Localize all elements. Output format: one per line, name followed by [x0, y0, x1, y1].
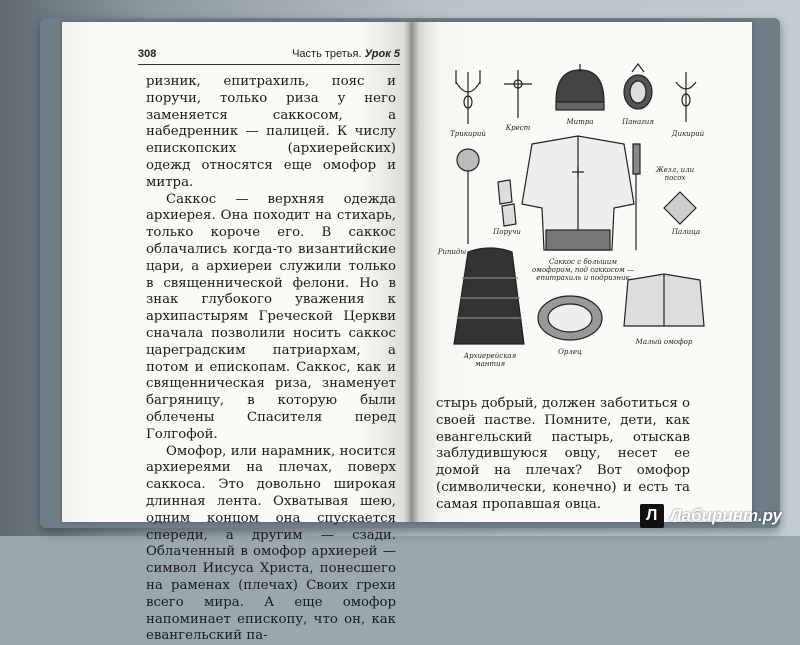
watermark-text: Лабиринт.ру	[669, 506, 782, 525]
page-number: 308	[138, 48, 157, 60]
caption-cross: Крест	[505, 124, 531, 132]
vestments-illustration	[428, 62, 728, 390]
trikiriy-icon	[456, 70, 480, 124]
orlets-icon	[538, 296, 602, 340]
caption-dikiriy: Дикирий	[671, 130, 705, 138]
caption-mitre: Митра	[566, 118, 594, 126]
ripidy-icon	[457, 149, 479, 244]
watermark	[640, 504, 782, 528]
palitsa-icon	[664, 192, 696, 224]
caption-palitsa: Палица	[671, 228, 701, 236]
caption-small-omophor: Малый омофор	[635, 338, 693, 346]
caption-poruchi: Поручи	[493, 228, 521, 236]
paragraph: Омофор, или нарамник, носится архиереями на плечах, поверх саккоса. Это довольно широкая длинная лента. Охватывая шею, одним концом она спускается спереди, а другим — сзади. Облаченный в омофор архиерей — символ Иисуса Христа, понесшего на раменах (плечах) Своих грехи всего мира. А еще омофор напоминает епископу, что он, как евангельский па-	[146, 443, 396, 644]
cross-icon	[504, 70, 532, 118]
right-page-text: стырь добрый, должен заботиться о своей пастве. Помните, дети, как евангельский пастырь, отыскав заблудившуюся овцу, несет ее домой на плечах? Вот омофор (символически, конечно) и есть та самая пропавшая овца.	[436, 396, 690, 512]
mantiya-icon	[454, 248, 524, 344]
lesson-title: Урок 5	[364, 48, 400, 60]
paragraph: ризник, епитрахиль, пояс и поручи, только риза у него заменяется саккосом, а набедренник — палицей. К числу епископских (архиерейских) одежд относятся еще омофор и митра.	[146, 74, 396, 190]
section-title: Часть третья. Урок 5	[292, 48, 400, 60]
caption-trikiriy: Трикирий	[450, 130, 486, 138]
staff-icon	[633, 144, 640, 250]
caption-orlets: Орлец	[558, 348, 582, 356]
book-gutter	[404, 22, 420, 522]
panagia-icon	[624, 64, 652, 109]
labirint-logo-icon: Л	[640, 504, 664, 528]
mitre-icon	[556, 64, 604, 110]
header-rule	[138, 64, 400, 65]
caption-panagia: Панагия	[622, 118, 654, 126]
left-page-text	[146, 74, 396, 645]
sakkos-icon	[522, 136, 634, 250]
caption-ripidy: Рипиды	[437, 248, 467, 256]
dikiriy-icon	[676, 72, 696, 122]
caption-staff: Жезл, или посох	[655, 166, 695, 182]
caption-mantiya: Архиерейская мантия	[463, 352, 517, 368]
poruchi-icon	[498, 180, 516, 226]
paragraph: Саккос — верхняя одежда архиерея. Она походит на стихарь, только короче его. В саккос облачались когда-то византийские цари, а архиереи служили только в священнической фелони. Но в знак глубокого уважения к архипастырям Греческой Церкви сначала позволили носить саккос цареградским патриархам, а потом и епископам. Саккос, как и священническая риза, знаменует багряницу, в которую были облечены Спасителя перед Голгофой.	[146, 191, 396, 442]
caption-sakkos: Саккос с большим омофором, под саккосом — епитрахиль и подризник	[531, 258, 635, 282]
